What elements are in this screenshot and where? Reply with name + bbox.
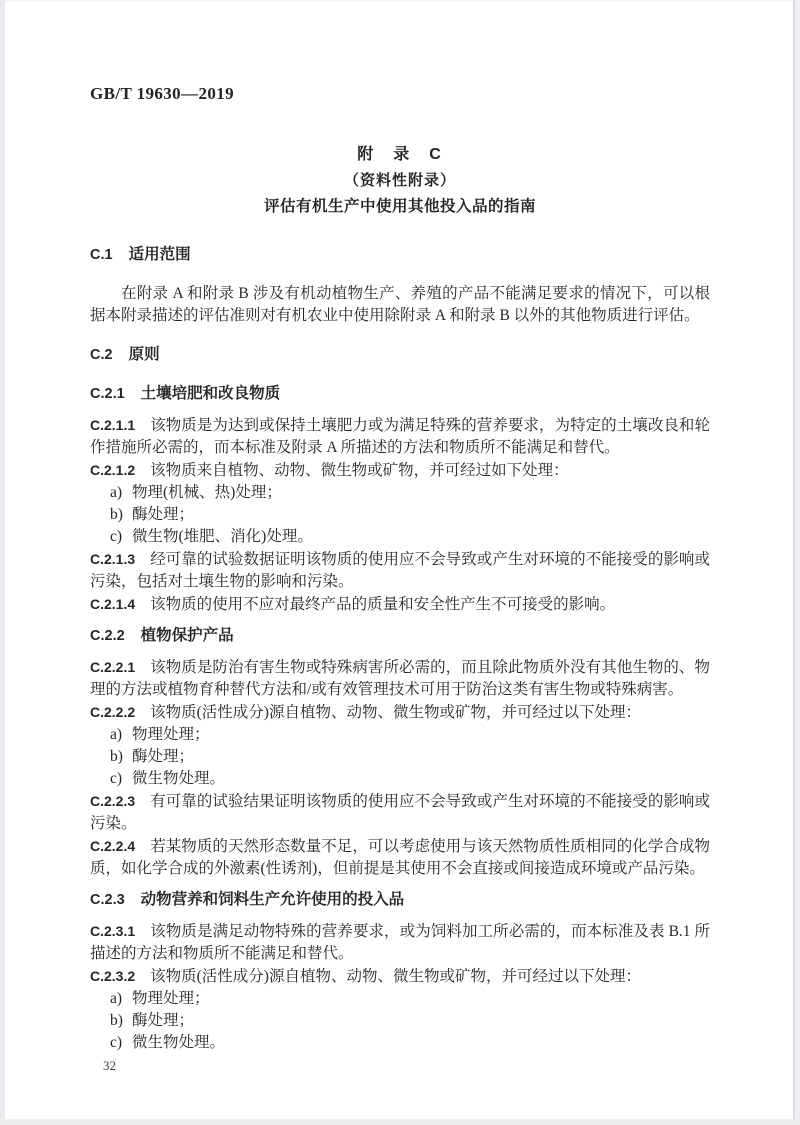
clause-text: 该物质(活性成分)源自植物、动物、微生物或矿物，并可经过以下处理： bbox=[150, 704, 641, 721]
list-marker: b) bbox=[110, 748, 123, 765]
list-item-c bbox=[90, 1032, 710, 1054]
section-heading-C.2.2 bbox=[90, 625, 710, 647]
section-title: 植物保护产品 bbox=[140, 627, 234, 644]
list-item-text: 物理处理； bbox=[132, 726, 210, 743]
clause-number: C.2.1.4 bbox=[90, 596, 136, 612]
document-blocks bbox=[90, 244, 710, 1054]
list-item-c bbox=[90, 768, 710, 790]
list-item-a bbox=[90, 724, 710, 746]
paragraph bbox=[90, 283, 710, 327]
list-item-c bbox=[90, 526, 710, 548]
list-marker: b) bbox=[110, 1012, 123, 1029]
clause-text: 该物质来自植物、动物、微生物或矿物，并可经过如下处理： bbox=[150, 462, 569, 479]
list-marker: a) bbox=[110, 990, 123, 1007]
clause-number: C.2.1.3 bbox=[90, 551, 136, 567]
list-marker: b) bbox=[110, 506, 123, 523]
list-item-text: 微生物(堆肥、消化)处理。 bbox=[132, 528, 313, 545]
list-item-text: 微生物处理。 bbox=[132, 1034, 226, 1051]
clause-text: 该物质是防治有害生物或特殊病害所必需的，而且除此物质外没有其他生物的、物理的方法或植物育种替代方法和/或有效管理技术可用于防治这类有害生物或特殊病害。 bbox=[90, 659, 710, 698]
list-item-text: 酶处理； bbox=[132, 1012, 195, 1029]
list-marker: a) bbox=[110, 484, 123, 501]
clause-number: C.2.1.2 bbox=[90, 462, 136, 478]
list-marker: a) bbox=[110, 726, 123, 743]
list-item-b bbox=[90, 504, 710, 526]
section-heading-C.1 bbox=[90, 244, 710, 266]
list-item-text: 酶处理； bbox=[132, 748, 195, 765]
clause-number: C.2.3.2 bbox=[90, 968, 136, 984]
clause-text: 该物质是为达到或保持土壤肥力或为满足特殊的营养要求，为特定的土壤改良和轮作措施所必需的，而本标准及附录 A 所描述的方法和物质所不能满足和替代。 bbox=[90, 417, 710, 456]
clause-text: 有可靠的试验结果证明该物质的使用应不会导致或产生对环境的不能接受的影响或污染。 bbox=[90, 793, 710, 832]
list-marker: c) bbox=[110, 528, 123, 545]
clause-C.2.2.4 bbox=[90, 835, 710, 880]
list-item-text: 物理处理； bbox=[132, 990, 210, 1007]
list-item-a bbox=[90, 482, 710, 504]
list-item-b bbox=[90, 1010, 710, 1032]
section-number: C.1 bbox=[90, 247, 113, 263]
section-number: C.2.2 bbox=[90, 628, 125, 644]
clause-C.2.1.2 bbox=[90, 459, 710, 482]
page-edge-left bbox=[0, 0, 5, 1125]
clause-C.2.1.1 bbox=[90, 414, 710, 459]
page-edge-bottom bbox=[0, 1119, 800, 1125]
section-heading-C.2.3 bbox=[90, 889, 710, 911]
appendix-title-block bbox=[90, 142, 710, 220]
page-edge-top bbox=[0, 0, 800, 2]
clause-C.2.2.1 bbox=[90, 656, 710, 701]
clause-C.2.3.1 bbox=[90, 920, 710, 965]
clause-text: 该物质是满足动物特殊的营养要求，或为饲料加工所必需的，而本标准及表 B.1 所描述的方法和物质所不能满足和替代。 bbox=[90, 923, 710, 962]
appendix-title: 评估有机生产中使用其他投入品的指南 bbox=[263, 198, 536, 215]
section-number: C.2.1 bbox=[90, 386, 125, 402]
clause-number: C.2.2.2 bbox=[90, 704, 136, 720]
list-item-b bbox=[90, 746, 710, 768]
section-title: 土壤培肥和改良物质 bbox=[140, 385, 281, 402]
section-number: C.2 bbox=[90, 347, 113, 363]
clause-number: C.2.2.3 bbox=[90, 793, 136, 809]
clause-text: 该物质的使用不应对最终产品的质量和安全性产生不可接受的影响。 bbox=[150, 596, 616, 613]
clause-C.2.3.2 bbox=[90, 965, 710, 988]
appendix-subtitle: （资料性附录） bbox=[343, 172, 456, 189]
page-number: 32 bbox=[103, 1058, 116, 1073]
section-heading-C.2.1 bbox=[90, 383, 710, 405]
clause-C.2.2.2 bbox=[90, 701, 710, 724]
clause-number: C.2.2.1 bbox=[90, 659, 136, 675]
appendix-heading: 附 录 C bbox=[357, 146, 443, 163]
standard-number: GB/T 19630—2019 bbox=[90, 84, 235, 103]
clause-C.2.1.3 bbox=[90, 548, 710, 593]
clause-text: 该物质(活性成分)源自植物、动物、微生物或矿物，并可经过以下处理： bbox=[150, 968, 641, 985]
clause-number: C.2.1.1 bbox=[90, 417, 136, 433]
clause-number: C.2.3.1 bbox=[90, 923, 136, 939]
section-title: 原则 bbox=[128, 346, 160, 363]
list-marker: c) bbox=[110, 1034, 123, 1051]
clause-text: 经可靠的试验数据证明该物质的使用应不会导致或产生对环境的不能接受的影响或污染，包括对土壤生物的影响和污染。 bbox=[90, 551, 710, 590]
list-item-text: 微生物处理。 bbox=[132, 770, 226, 787]
list-item-text: 酶处理； bbox=[132, 506, 195, 523]
list-item-text: 物理(机械、热)处理； bbox=[132, 484, 282, 501]
list-item-a bbox=[90, 988, 710, 1010]
list-marker: c) bbox=[110, 770, 123, 787]
clause-number: C.2.2.4 bbox=[90, 838, 136, 854]
page-edge-right bbox=[793, 0, 800, 1125]
clause-C.2.2.3 bbox=[90, 790, 710, 835]
clause-C.2.1.4 bbox=[90, 593, 710, 616]
section-title: 动物营养和饲料生产允许使用的投入品 bbox=[140, 891, 405, 908]
section-title: 适用范围 bbox=[128, 246, 191, 263]
section-number: C.2.3 bbox=[90, 892, 125, 908]
paragraph-text: 在附录 A 和附录 B 涉及有机动植物生产、养殖的产品不能满足要求的情况下，可以根据本附录描述的评估准则对有机农业中使用除附录 A 和附录 B 以外的其他物质进行评估。 bbox=[90, 285, 710, 324]
section-heading-C.2 bbox=[90, 344, 710, 366]
clause-text: 若某物质的天然形态数量不足，可以考虑使用与该天然物质性质相同的化学合成物质，如化学合成的外激素(性诱剂)，但前提是其使用不会直接或间接造成环境或产品污染。 bbox=[90, 838, 710, 877]
